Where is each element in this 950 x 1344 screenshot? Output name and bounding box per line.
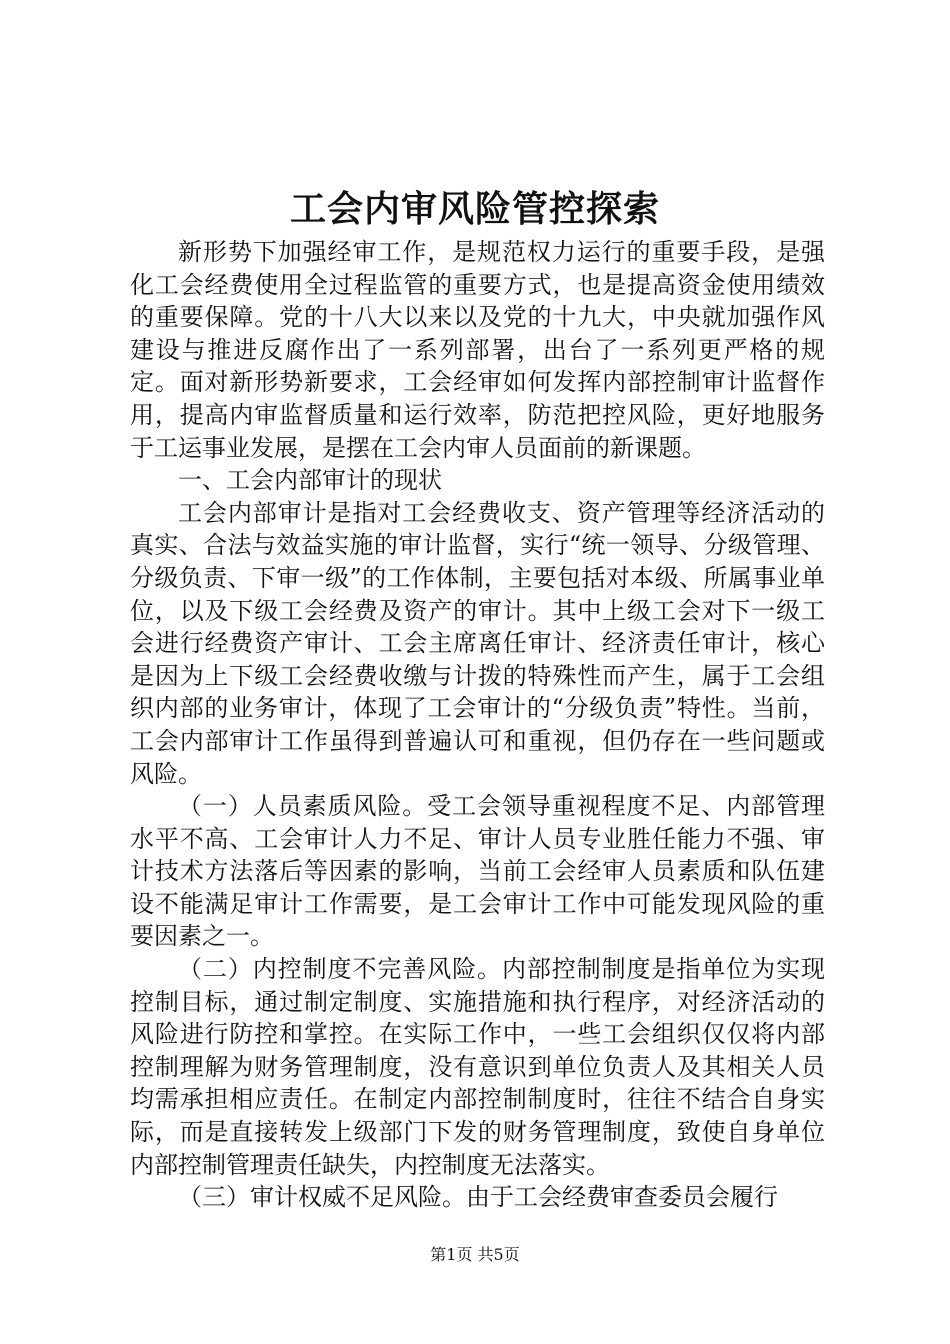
page-number-footer: 第1页 共5页 [430, 1245, 520, 1264]
intro-paragraph: 新形势下加强经审工作，是规范权力运行的重要手段，是强化工会经费使用全过程监管的重要方式，也是提高资金使用绩效的重要保障。党的十八大以来以及党的十九大，中央就加强作风建设与推进反腐作出了一系列部署，出台了一系列更严格的规定。面对新形势新要求，工会经审如何发挥内部控制审计监督作用，提高内审监督质量和运行效率，防范把控风险，更好地服务于工运事业发展，是摆在工会内审人员面前的新课题。 [130, 238, 825, 462]
internal-control-risk-paragraph: （二）内控制度不完善风险。内部控制制度是指单位为实现控制目标，通过制定制度、实施措施和执行程序，对经济活动的风险进行防控和掌控。在实际工作中，一些工会组织仅仅将内部控制理解为财务管理制度，没有意识到单位负责人及其相关人员均需承担相应责任。在制定内部控制制度时，往往不结合自身实际，而是直接转发上级部门下发的财务管理制度，致使自身单位内部控制管理责任缺失，内控制度无法落实。 [130, 955, 825, 1179]
status-paragraph: 工会内部审计是指对工会经费收支、资产管理等经济活动的真实、合法与效益实施的审计监督，实行“统一领导、分级管理、分级负责、下审一级”的工作体制，主要包括对本级、所属事业单位，以及下级工会经费及资产的审计。其中上级工会对下一级工会进行经费资产审计、工会主席离任审计、经济责任审计，核心是因为上下级工会经费收缴与计拨的特殊性而产生，属于工会组织内部的业务审计，体现了工会审计的“分级负责”特性。当前，工会内部审计工作虽得到普遍认可和重视，但仍存在一些问题或风险。 [130, 498, 825, 788]
document-body [130, 236, 825, 1214]
personnel-risk-paragraph: （一）人员素质风险。受工会领导重视程度不足、内部管理水平不高、工会审计人力不足、审计人员专业胜任能力不强、审计技术方法落后等因素的影响，当前工会经审人员素质和队伍建设不能满足审计工作需要，是工会审计工作中可能发现风险的重要因素之一。 [130, 792, 825, 951]
section-heading: 一、工会内部审计的现状 [178, 466, 442, 495]
document-title: 工会内审风险管控探索 [289, 188, 660, 230]
audit-authority-risk-paragraph: （三）审计权威不足风险。由于工会经费审查委员会履行 [178, 1183, 778, 1212]
